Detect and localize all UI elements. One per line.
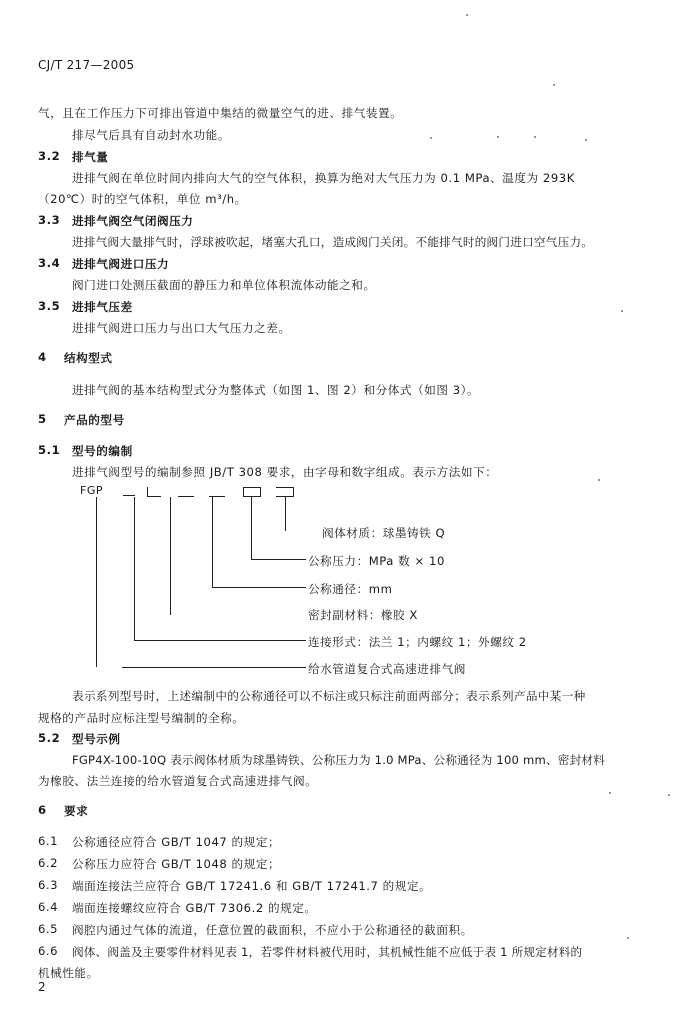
req-6-1-text: 公称通径应符合 GB/T 1047 的规定； [72,835,281,849]
section-5-1-number: 5.1 [38,443,61,457]
req-6-5-number: 6.5 [38,922,59,936]
scan-speck [668,794,670,796]
scan-speck [553,84,555,86]
section-6-number: 6 [38,803,47,817]
diagram-box-2 [147,496,161,497]
diagram-prefix: FGP [80,484,103,497]
req-6-4-number: 6.4 [38,900,59,914]
diagram-leader-6 [122,667,306,668]
req-6-2-number: 6.2 [38,856,59,870]
diagram-label-connection-type: 连接形式：法兰 1；内螺纹 1；外螺纹 2 [308,635,527,649]
section-5-2-number: 5.2 [38,731,61,745]
section-5-2-text-2: 为橡胶、法兰连接的给水管道复合式高速进排气阀。 [38,774,318,788]
diagram-box-5-top [243,487,261,488]
section-5-2-title: 型号示例 [72,732,121,746]
section-3-2-number: 3.2 [38,149,61,163]
req-6-6-text-cont: 机械性能。 [38,966,99,980]
section-3-3-number: 3.3 [38,213,61,227]
req-6-4-text: 端面连接螺纹应符合 GB/T 7306.2 的规定。 [72,901,317,915]
diagram-leader-3 [212,587,306,588]
scan-speck [497,136,499,138]
diagram-label-seal-material: 密封副材料：橡胶 X [308,608,418,622]
diagram-connector-6 [96,497,97,667]
scan-speck [430,137,432,139]
section-3-5-number: 3.5 [38,299,61,313]
section-3-2-text-2: （20℃）时的空气体积，单位 m³/h。 [38,192,247,206]
diagram-label-nominal-pressure: 公称压力：MPa 数 × 10 [308,554,445,568]
req-6-6-text: 阀体、阀盖及主要零件材料见表 1，若零件材料被代用时，其机械性能不应低于表 1 所规定材料的 [72,945,583,959]
section-4-number: 4 [38,350,47,364]
section-4-text: 进排气阀的基本结构型式分为整体式（如图 1、图 2）和分体式（如图 3）。 [72,383,480,397]
diagram-label-body-material: 阀体材质：球墨铸铁 Q [322,526,446,540]
section-6-title: 要求 [64,804,89,818]
section-5-title: 产品的型号 [64,413,125,427]
paragraph-continuation: 气，且在工作压力下可排出管道中集结的微量空气的进、排气装置。 [38,106,403,120]
scan-speck [534,136,536,138]
section-3-5-text: 进排气阀进口压力与出口大气压力之差。 [72,321,291,335]
scan-speck [466,14,468,16]
diagram-box-6-top [276,487,294,488]
req-6-3-text: 端面连接法兰应符合 GB/T 17241.6 和 GB/T 17241.7 的规定。 [72,879,432,893]
diagram-box-5-bottom [243,496,261,497]
section-3-2-text-1: 进排气阀在单位时间内排向大气的空气体积，换算为绝对大气压力为 0.1 MPa、温度为 293K [72,171,575,185]
scan-speck [627,937,629,939]
diagram-connector-3 [212,497,213,587]
section-3-4-text: 阀门进口处测压截面的静压力和单位体积流体动能之和。 [72,278,376,292]
req-6-2-text: 公称压力应符合 GB/T 1048 的规定； [72,857,281,871]
section-5-1-text: 进排气阀型号的编制参照 JB/T 308 要求，由字母和数字组成。表示方法如下： [72,465,498,479]
section-5-2-text-1: FGP4X-100-10Q 表示阀体材质为球墨铸铁、公称压力为 1.0 MPa、公称通径为 100 mm、密封材料 [72,753,605,767]
section-3-3-text: 进排气阀大量排气时，浮球被吹起，堵塞大孔口，造成阀门关闭。不能排气时的阀门进口空气压力。 [72,235,594,249]
diagram-connector-4 [170,497,171,615]
scan-speck [621,310,623,312]
section-5-1-title: 型号的编制 [72,444,133,458]
diagram-connector-2 [251,497,252,559]
section-3-4-title: 进排气阀进口压力 [72,257,170,271]
section-5-number: 5 [38,412,47,426]
paragraph-continuation-2: 排尽气后具有自动封水功能。 [72,128,230,142]
page-number: 2 [38,980,46,994]
running-header: CJ/T 217—2005 [38,58,135,72]
diagram-leader-5 [134,640,306,641]
diagram-label-nominal-diameter: 公称通径：mm [308,582,393,596]
section-3-3-title: 进排气阀空气闭阀压力 [72,214,194,228]
diagram-label-valve-name: 给水管道复合式高速进排气阀 [308,662,466,676]
req-6-6-number: 6.6 [38,944,59,958]
section-5-1-note-1: 表示系列型号时，上述编制中的公称通径可以不标注或只标注前面两部分；表示系列产品中某一种 [72,689,586,703]
diagram-box-3 [178,496,194,497]
section-3-5-title: 进排气压差 [72,300,133,314]
section-3-2-title: 排气量 [72,150,109,164]
diagram-leader-2 [251,559,306,560]
diagram-box-1 [123,495,135,496]
section-4-title: 结构型式 [64,351,113,365]
scan-speck [609,792,611,794]
diagram-connector-1 [285,497,286,531]
req-6-5-text: 阀腔内通过气体的流道，任意位置的截面积，不应小于公称通径的截面积。 [72,923,473,937]
scan-speck [585,139,587,141]
section-3-4-number: 3.4 [38,256,61,270]
req-6-3-number: 6.3 [38,878,59,892]
scan-speck [598,479,600,481]
req-6-1-number: 6.1 [38,834,59,848]
diagram-connector-5 [134,497,135,640]
section-5-1-note-2: 规格的产品时应标注型号编制的全称。 [38,711,245,725]
